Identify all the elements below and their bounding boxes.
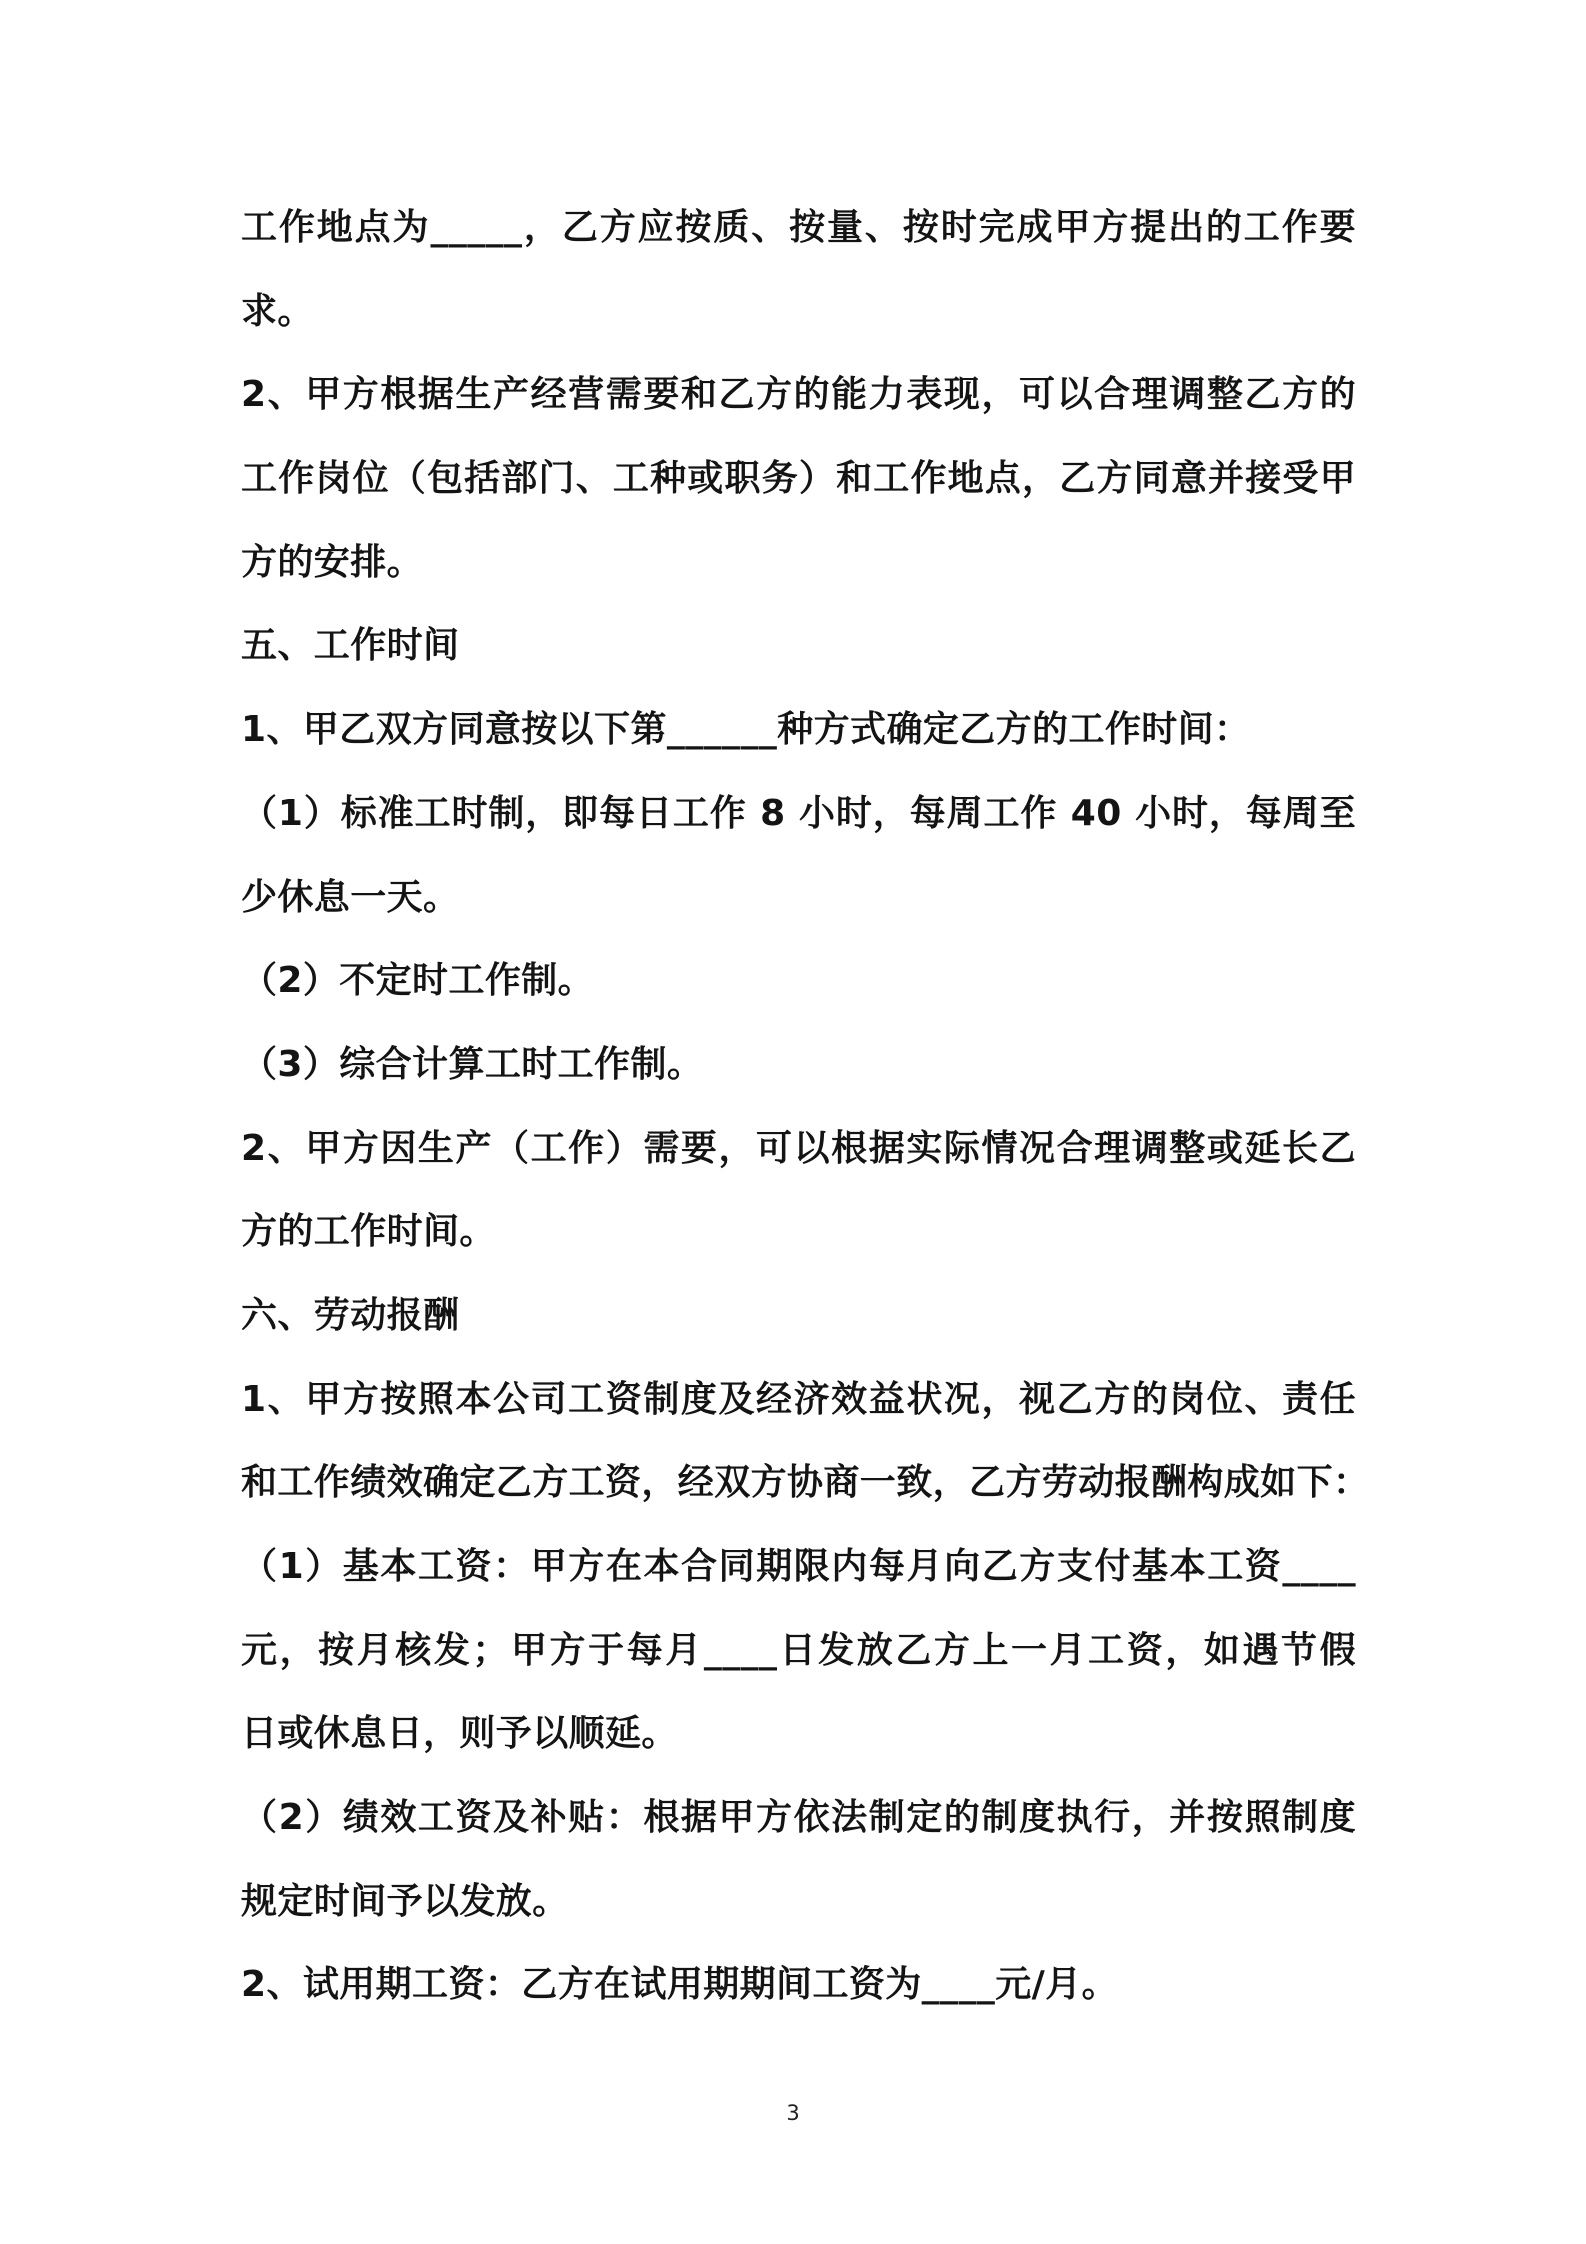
paragraph — [241, 772, 1356, 939]
paragraph-line: 工作岗位（包括部门、工种或职务）和工作地点，乙方同意并接受甲 — [241, 458, 1356, 500]
paragraph-line: 2、试用期工资：乙方在试用期期间工资为____元/月。 — [241, 1964, 1118, 2006]
paragraph-line: 1、甲方按照本公司工资制度及经济效益状况，视乙方的岗位、责任 — [241, 1378, 1356, 1420]
paragraph — [241, 1107, 1356, 1274]
paragraph — [241, 1776, 1356, 1943]
paragraph — [241, 1023, 1356, 1107]
paragraph-line: 工作地点为_____，乙方应按质、按量、按时完成甲方提出的工作要 — [241, 207, 1356, 248]
section-heading — [241, 604, 1356, 688]
paragraph-line: 方的安排。 — [241, 541, 424, 583]
paragraph-line: （1）基本工资：甲方在本合同期限内每月向乙方支付基本工资____ — [241, 1546, 1356, 1587]
paragraph-line: 元，按月核发；甲方于每月____日发放乙方上一月工资，如遇节假 — [241, 1629, 1356, 1671]
document-body — [241, 186, 1370, 2027]
paragraph-line: 和工作绩效确定乙方工资，经双方协商一致，乙方劳动报酬构成如下： — [241, 1462, 1370, 1504]
heading-text: 六、劳动报酬 — [241, 1294, 460, 1336]
paragraph-line: （3）综合计算工时工作制。 — [241, 1043, 704, 1085]
paragraph — [241, 1943, 1356, 2027]
paragraph-line: 少休息一天。 — [241, 876, 460, 918]
paragraph-line: 求。 — [241, 290, 314, 332]
paragraph — [241, 1525, 1356, 1776]
paragraph — [241, 939, 1356, 1023]
paragraph-line: 1、甲乙双方同意按以下第______种方式确定乙方的工作时间： — [241, 709, 1251, 751]
paragraph-line: （2）绩效工资及补贴：根据甲方依法制定的制度执行，并按照制度 — [241, 1797, 1356, 1839]
paragraph-line: 2、甲方因生产（工作）需要，可以根据实际情况合理调整或延长乙 — [241, 1127, 1356, 1169]
paragraph-line: （2）不定时工作制。 — [241, 960, 595, 1002]
paragraph-line: 规定时间予以发放。 — [241, 1880, 569, 1922]
page-number: 3 — [786, 2101, 800, 2125]
paragraph-line: 方的工作时间。 — [241, 1211, 496, 1253]
heading-text: 五、工作时间 — [241, 625, 460, 667]
paragraph — [241, 688, 1356, 772]
paragraph-line: （1）标准工时制，即每日工作 8 小时，每周工作 40 小时，每周至 — [241, 792, 1356, 834]
paragraph-line: 2、甲方根据生产经营需要和乙方的能力表现，可以合理调整乙方的 — [241, 374, 1356, 416]
paragraph-line: 日或休息日，则予以顺延。 — [241, 1713, 678, 1755]
paragraph — [241, 1358, 1370, 1525]
paragraph — [241, 353, 1356, 604]
paragraph — [241, 186, 1356, 353]
section-heading — [241, 1274, 1356, 1358]
